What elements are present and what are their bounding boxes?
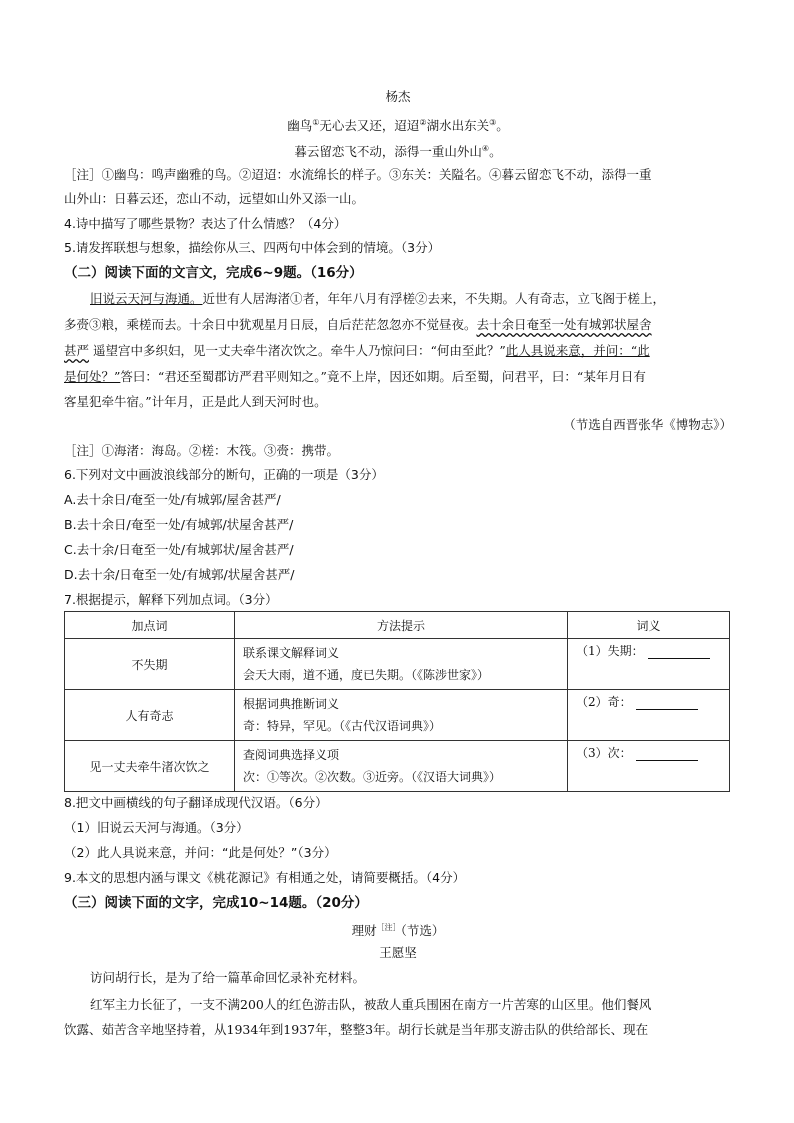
question-9: 9.本文的思想内涵与课文《桃花源记》有相通之处，请简要概括。（4分） bbox=[64, 870, 466, 885]
header-meaning: 词义 bbox=[568, 612, 730, 639]
table-header-row bbox=[65, 612, 730, 639]
story-paragraph-1: 访问胡行长，是为了给一篇革命回忆录补充材料。 bbox=[90, 970, 366, 985]
table-row bbox=[65, 690, 730, 741]
passage-line-3: 甚严 遥望宫中多织妇，见一丈夫牵牛渚次饮之。牵牛人乃惊问曰：“何由至此？”此人具说来意，并问：“此 bbox=[64, 343, 650, 358]
passage-line-1: 旧说云天河与海通。近世有人居海渚①者，年年八月有浮槎②去来，不失期。人有奇志，立飞阁于槎上， bbox=[90, 291, 666, 306]
row-hint: 根据词典推断词义 奇：特异，罕见。（《古代汉语词典》） bbox=[235, 690, 568, 741]
story-title: 理财$^{[注]}$（节选） bbox=[351, 923, 445, 939]
question-7: 7.根据提示，解释下列加点词。（3分） bbox=[64, 592, 278, 607]
poem-notes-2: 山外山：日暮云还，恋山不动，远望如山外又添一山。 bbox=[64, 191, 365, 206]
row-word: 人有奇志 bbox=[65, 690, 235, 741]
question-5: 5.请发挥联想与想象，描绘你从三、四两句中体会到的情境。（3分） bbox=[64, 240, 441, 255]
row-hint: 联系课文解释词义 会天大雨，道不通，度已失期。（《陈涉世家》） bbox=[235, 639, 568, 690]
header-method: 方法提示 bbox=[235, 612, 568, 639]
question-8: 8.把文中画横线的句子翻译成现代汉语。（6分） bbox=[64, 795, 328, 810]
passage-line-4: 是何处？”答曰：“君还至蜀郡访严君平则知之。”竟不上岸，因还如期。后至蜀，问君平，曰：“某年月日有 bbox=[64, 369, 646, 384]
option-b[interactable]: B.去十余日/奄至一处/有城郭/状屋舍甚严/ bbox=[64, 517, 294, 532]
row-hint: 查阅词典选择义项 次：①等次。②次数。③近旁。（《汉语大词典》） bbox=[235, 741, 568, 792]
question-8-sub-1: （1）旧说云天河与海通。（3分） bbox=[64, 820, 249, 835]
row-answer[interactable]: （2）奇： bbox=[568, 690, 730, 741]
header-word: 加点词 bbox=[65, 612, 235, 639]
question-4: 4.诗中描写了哪些景物？表达了什么情感？（4分） bbox=[64, 216, 347, 231]
word-meaning-table bbox=[64, 611, 730, 792]
table-row bbox=[65, 639, 730, 690]
answer-blank[interactable] bbox=[648, 646, 710, 659]
row-word: 不失期 bbox=[65, 639, 235, 690]
question-6: 6.下列对文中画波浪线部分的断句，正确的一项是（3分） bbox=[64, 467, 384, 482]
answer-blank[interactable] bbox=[636, 748, 698, 761]
poem-author: 杨杰 bbox=[385, 89, 411, 104]
answer-blank[interactable] bbox=[636, 697, 698, 710]
section-2-heading: （二）阅读下面的文言文，完成6~9题。（16分） bbox=[64, 265, 363, 281]
poem-notes-1: ［注］①幽鸟：鸣声幽雅的鸟。②迢迢：水流绵长的样子。③东关：关隘名。④暮云留恋飞不动，添得一重 bbox=[64, 167, 652, 182]
option-d[interactable]: D.去十余/日奄至一处/有城郭/状屋舍甚严/ bbox=[64, 567, 295, 582]
table-row bbox=[65, 741, 730, 792]
option-c[interactable]: C.去十余/日奄至一处/有城郭状/屋舍甚严/ bbox=[64, 542, 294, 557]
passage-source: （节选自西晋张华《博物志》） bbox=[563, 417, 732, 432]
poem-line-2: 暮云留恋飞不动，添得一重山外山④。 bbox=[294, 144, 502, 160]
story-author: 王愿坚 bbox=[379, 945, 417, 960]
row-answer[interactable]: （1）失期： bbox=[568, 639, 730, 690]
row-word: 见一丈夫牵牛渚次饮之 bbox=[65, 741, 235, 792]
story-paragraph-2-line-2: 饮露、茹苦含辛地坚持着，从1934年到1937年，整整3年。胡行长就是当年那支游击队的供给部长、现在 bbox=[64, 1022, 649, 1037]
passage-line-2: 多赍③粮，乘槎而去。十余日中犹观星月日辰，自后茫茫忽忽亦不觉昼夜。去十余日奄至一处有城郭状屋舍 bbox=[64, 317, 652, 332]
story-paragraph-2-line-1: 红军主力长征了，一支不满200人的红色游击队，被敌人重兵围困在南方一片苦寒的山区里。他们餐风 bbox=[90, 997, 652, 1012]
row-answer[interactable]: （3）次： bbox=[568, 741, 730, 792]
passage-line-5: 客星犯牵牛宿。”计年月，正是此人到天河时也。 bbox=[64, 394, 327, 409]
option-a[interactable]: A.去十余日/奄至一处/有城郭/屋舍甚严/ bbox=[64, 492, 281, 507]
section-3-heading: （三）阅读下面的文字，完成10~14题。（20分） bbox=[64, 895, 368, 911]
question-8-sub-2: （2）此人具说来意，并问：“此是何处？”（3分） bbox=[64, 845, 337, 860]
passage-notes: ［注］①海渚：海岛。②槎：木筏。③赍：携带。 bbox=[64, 443, 340, 458]
poem-line-1: 幽鸟①无心去又还，迢迢②湖水出东关③。 bbox=[287, 118, 509, 134]
